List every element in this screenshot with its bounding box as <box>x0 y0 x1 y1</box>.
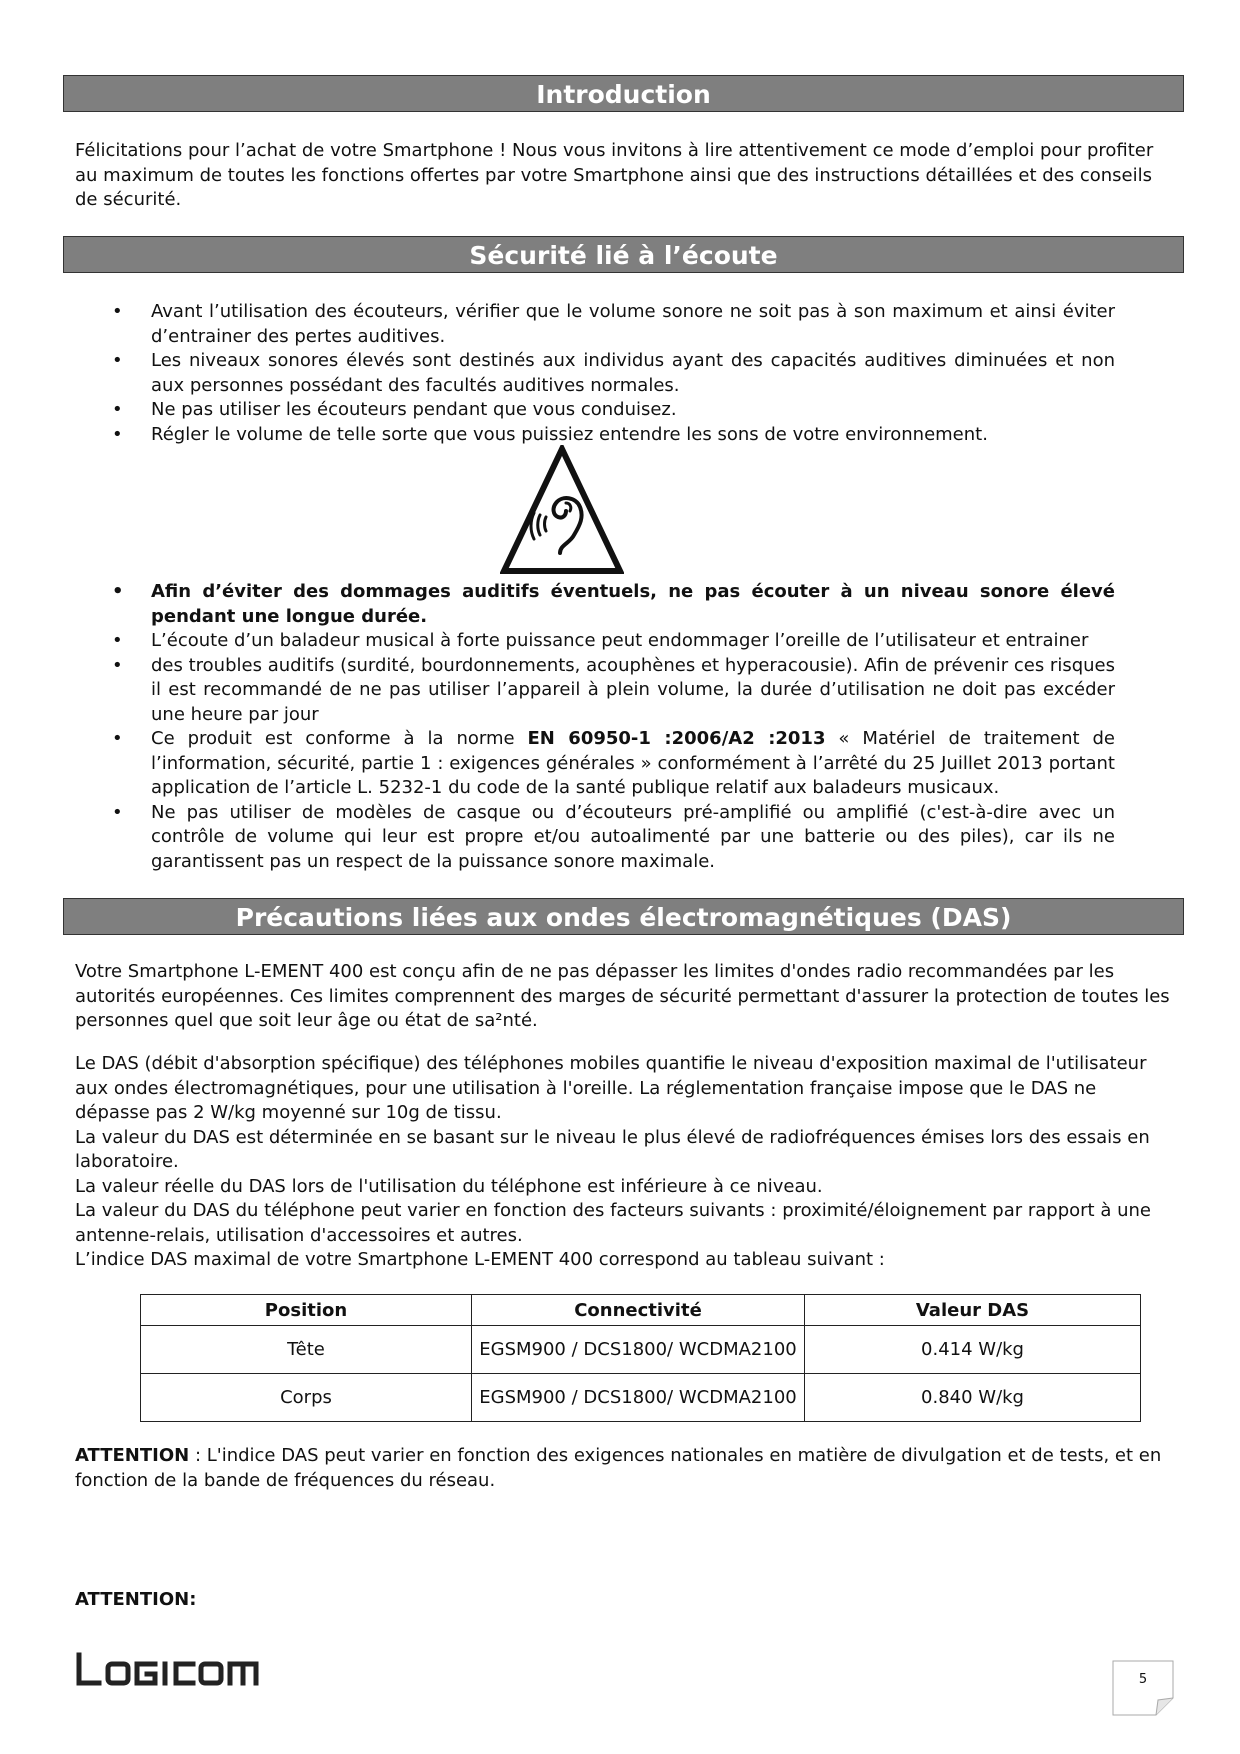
column-header: Position <box>141 1295 472 1326</box>
list-item: • Régler le volume de telle sorte que vous puissiez entendre les sons de votre environnement. <box>75 423 1115 448</box>
das-line: La valeur réelle du DAS lors de l'utilisation du téléphone est inférieure à ce niveau. <box>75 1175 823 1197</box>
das-line: L’indice DAS maximal de votre Smartphone L-EMENT 400 correspond au tableau suivant : <box>75 1249 885 1270</box>
list-item <box>75 727 1115 801</box>
folded-page-icon <box>1112 1660 1174 1716</box>
column-header: Connectivité <box>472 1295 805 1326</box>
table-header-row <box>141 1295 1141 1326</box>
bullet-bold-text: Afin d’éviter des dommages auditifs éventuels, ne pas écouter à un niveau sonore élevé pendant une longue durée. <box>151 581 1115 627</box>
table-cell: 0.414 W/kg <box>805 1326 1141 1374</box>
table-cell: EGSM900 / DCS1800/ WCDMA2100 <box>472 1326 805 1374</box>
list-item: • Avant l’utilisation des écouteurs, vérifier que le volume sonore ne soit pas à son maximum et ainsi éviter d’entrainer des pertes auditives. <box>75 300 1115 349</box>
list-item: • L’écoute d’un baladeur musical à forte puissance peut endommager l’oreille de l’utilisateur et entrainer <box>75 629 1115 654</box>
das-line: La valeur du DAS est déterminée en se basant sur le niveau le plus élevé de radiofréquences émises lors des essais en laboratoire. <box>75 1126 1150 1172</box>
logicom-logo <box>75 1652 260 1688</box>
das-attention-note <box>75 1444 1175 1493</box>
page-number-box <box>1112 1660 1174 1716</box>
section-title-ecoute: Sécurité lié à l’écoute <box>63 236 1184 273</box>
list-item: • des troubles auditifs (surdité, bourdonnements, acouphènes et hyperacousie). Afin de prévenir ces risques il est recommandé de ne pas utiliser l’appareil à plein volume, la durée d’utilisation ne doit pas excéder une heure par jour <box>75 654 1115 728</box>
table-cell: Corps <box>141 1374 472 1422</box>
das-table <box>140 1294 1141 1422</box>
bullet-norm-prefix: Ce produit est conforme à la norme <box>151 728 528 749</box>
bullet-norm-suffix: « Matériel de traitement de l’information, sécurité, partie 1 : exigences générales » conformément à l’arrêté du 25 Juillet 2013 portant application de l’article L. 5232-1 du code de la santé publique relatif aux baladeurs musicaux. <box>151 728 1115 798</box>
ear-warning-icon <box>500 445 624 577</box>
column-header: Valeur DAS <box>805 1295 1141 1326</box>
page-number: 5 <box>1138 1672 1148 1687</box>
list-item: • Ne pas utiliser les écouteurs pendant que vous conduisez. <box>75 398 1115 423</box>
introduction-text: Félicitations pour l’achat de votre Smartphone ! Nous vous invitons à lire attentivement ce mode d’emploi pour profiter au maximum de toutes les fonctions offertes par votre Smartphone ainsi que des instructions détaillées et des conseils de sécurité. <box>75 140 1154 210</box>
norm-reference: EN 60950-1 :2006/A2 :2013 <box>527 728 826 749</box>
das-line: Le DAS (débit d'absorption spécifique) des téléphones mobiles quantifie le niveau d'exposition maximal de l'utilisateur aux ondes électromagnétiques, pour une utilisation à l'oreille. La réglementation française impose que le DAS ne dépasse pas 2 W/kg moyenné sur 10g de tissu. <box>75 1053 1147 1123</box>
attention-label: ATTENTION <box>75 1445 190 1466</box>
list-item: • Les niveaux sonores élevés sont destinés aux individus ayant des capacités auditives diminuées et non aux personnes possédant des facultés auditives normales. <box>75 349 1115 398</box>
section-title-introduction: Introduction <box>63 75 1184 112</box>
list-item <box>75 580 1115 629</box>
table-row <box>141 1374 1141 1422</box>
table-row <box>141 1326 1141 1374</box>
section-title-das: Précautions liées aux ondes électromagnétiques (DAS) <box>63 898 1184 935</box>
ecoute-bullets-bottom <box>75 580 1115 874</box>
table-cell: EGSM900 / DCS1800/ WCDMA2100 <box>472 1374 805 1422</box>
das-line: La valeur du DAS du téléphone peut varier en fonction des facteurs suivants : proximité/éloignement par rapport à une antenne-relais, utilisation d'accessoires et autres. <box>75 1200 1151 1246</box>
footer-attention-heading: ATTENTION: <box>75 1589 197 1610</box>
table-cell: 0.840 W/kg <box>805 1374 1141 1422</box>
table-cell: Tête <box>141 1326 472 1374</box>
list-item: • Ne pas utiliser de modèles de casque ou d’écouteurs pré-amplifié ou amplifié (c'est-à-dire avec un contrôle de volume qui leur est propre et/ou autoalimenté par une batterie ou des piles), car ils ne garantissent pas un respect de la puissance sonore maximale. <box>75 801 1115 875</box>
ecoute-bullets-top <box>75 300 1115 447</box>
attention-text: : L'indice DAS peut varier en fonction des exigences nationales en matière de divulgation et de tests, et en fonction de la bande de fréquences du réseau. <box>75 1445 1162 1491</box>
das-intro-text: Votre Smartphone L-EMENT 400 est conçu afin de ne pas dépasser les limites d'ondes radio recommandées par les autorités européennes. Ces limites comprennent des marges de sécurité permettant d'assurer la protection de toutes les personnes quel que soit leur âge ou état de sa²nté. <box>75 961 1170 1031</box>
das-details <box>75 1052 1175 1273</box>
